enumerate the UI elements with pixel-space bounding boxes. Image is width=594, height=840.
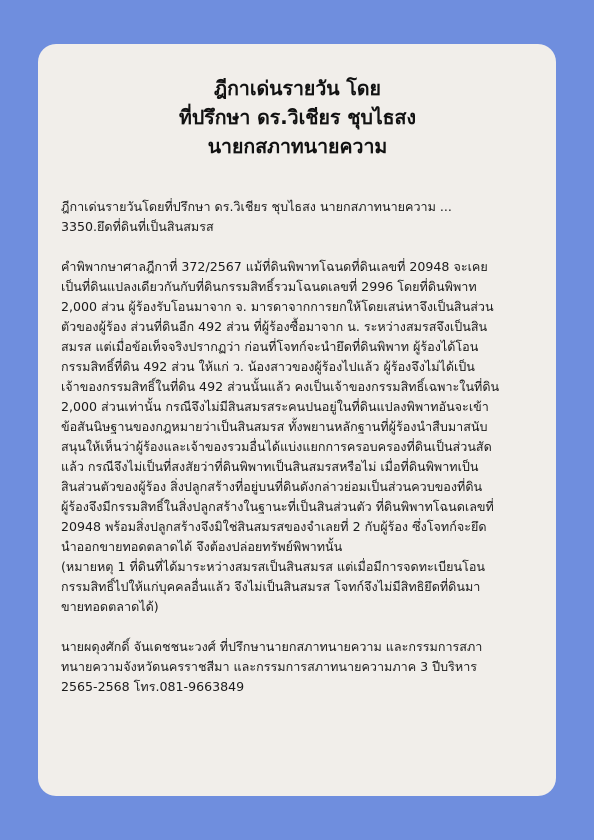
- body-line: เจ้าของกรรมสิทธิ์ในที่ดิน 492 ส่วนนั้นแล้ว คงเป็นเจ้าของกรรมสิทธิ์เฉพาะในที่ดิน: [61, 379, 500, 394]
- body-line: สินส่วนตัวของผู้ร้อง สิ่งปลูกสร้างที่อยู่บนที่ดินดังกล่าวย่อมเป็นส่วนควบของที่ดิน: [61, 479, 483, 494]
- intro-line: ฎีกาเด่นรายวันโดยที่ปรึกษา ดร.วิเชียร ชุบไธสง นายกสภาทนายความ ...: [61, 199, 452, 214]
- body-line: (หมายหตุ 1 ที่ดินที่ได้มาระหว่างสมรสเป็นสินสมรส แต่เมื่อมีการจดทะเบียนโอน: [61, 559, 486, 574]
- body-line: นำออกขายทอดตลาดได้ จึงต้องปล่อยทรัพย์พิพาทนั้น: [61, 539, 343, 554]
- document-card: [38, 44, 556, 796]
- body-line: กรรมสิทธิ์ที่ดิน 492 ส่วน ให้แก่ ว. น้องสาวของผู้ร้องไปแล้ว ผู้ร้องจึงไม่ได้เป็น: [61, 359, 475, 374]
- intro-line: 3350.ยึดที่ดินที่เป็นสินสมรส: [61, 219, 214, 234]
- body-line: 20948 พร้อมสิ่งปลูกสร้างจึงมิใช่สินสมรสของจำเลยที่ 2 กับผู้ร้อง ซึ่งโจทก์จะยึด: [61, 519, 487, 534]
- author-paragraph: [61, 637, 534, 697]
- document-title: [61, 74, 534, 161]
- body-line: สมรส แต่เมื่อข้อเท็จจริงปรากฏว่า ก่อนที่โจทก์จะนำยึดที่ดินพิพาท ผู้ร้องได้โอน: [61, 339, 479, 354]
- body-line: กรรมสิทธิ์ไปให้แก่บุคคลอื่นแล้ว จึงไม่เป็นสินสมรส โจทก์จึงไม่มีสิทธิยึดที่ดินมา: [61, 579, 481, 594]
- judgment-paragraph: [61, 257, 534, 617]
- document-content: [61, 197, 534, 697]
- title-line: ฎีกาเด่นรายวัน โดย: [214, 77, 381, 100]
- body-line: สนุนให้เห็นว่าผู้ร้องและเจ้าของรวมอื่นได้แบ่งแยกการครอบครองที่ดินเป็นส่วนสัด: [61, 439, 492, 454]
- body-line: เป็นที่ดินแปลงเดียวกันกับที่ดินกรรมสิทธิ์รวมโฉนดเลขที่ 2996 โดยที่ดินพิพาท: [61, 279, 477, 294]
- paragraph-gap: [61, 617, 534, 637]
- body-line: ผู้ร้องจึงมีกรรมสิทธิ์ในสิ่งปลูกสร้างในฐานะที่เป็นสินส่วนตัว ที่ดินพิพาทโฉนดเลขที่: [61, 499, 494, 514]
- body-line: ขายทอดตลาดได้): [61, 599, 159, 614]
- body-line: 2,000 ส่วนเท่านั้น กรณีจึงไม่มีสินสมรสระคนปนอยู่ในที่ดินแปลงพิพาทอันจะเข้า: [61, 399, 489, 414]
- body-line: ข้อสันนิษฐานของกฎหมายว่าเป็นสินสมรส ทั้งพยานหลักฐานที่ผู้ร้องนำสืบมาสนับ: [61, 419, 488, 434]
- title-line: ที่ปรึกษา ดร.วิเชียร ชุบไธสง: [179, 106, 416, 129]
- body-line: แล้ว กรณีจึงไม่เป็นที่สงสัยว่าที่ดินพิพาทเป็นสินสมรสหรือไม่ เมื่อที่ดินพิพาทเป็น: [61, 459, 479, 474]
- title-line: นายกสภาทนายความ: [207, 135, 388, 158]
- author-line: 2565-2568 โทร.081-9663849: [61, 679, 245, 694]
- body-line: 2,000 ส่วน ผู้ร้องรับโอนมาจาก จ. มารดาจากการยกให้โดยเสน่หาจึงเป็นสินส่วน: [61, 299, 494, 314]
- author-line: ทนายความจังหวัดนครราชสีมา และกรรมการสภาทนายความภาค 3 ปีบริหาร: [61, 659, 478, 674]
- body-line: ตัวของผู้ร้อง ส่วนที่ดินอีก 492 ส่วน ที่ผู้ร้องซื้อมาจาก น. ระหว่างสมรสจึงเป็นสิน: [61, 319, 488, 334]
- author-line: นายผดุงศักดิ์ จันเดชชนะวงศ์ ที่ปรึกษานายกสภาทนายความ และกรรมการสภา: [61, 639, 483, 654]
- intro-paragraph: [61, 197, 534, 237]
- body-line: คำพิพากษาศาลฎีกาที่ 372/2567 แม้ที่ดินพิพาทโฉนดที่ดินเลขที่ 20948 จะเคย: [61, 259, 488, 274]
- paragraph-gap: [61, 237, 534, 257]
